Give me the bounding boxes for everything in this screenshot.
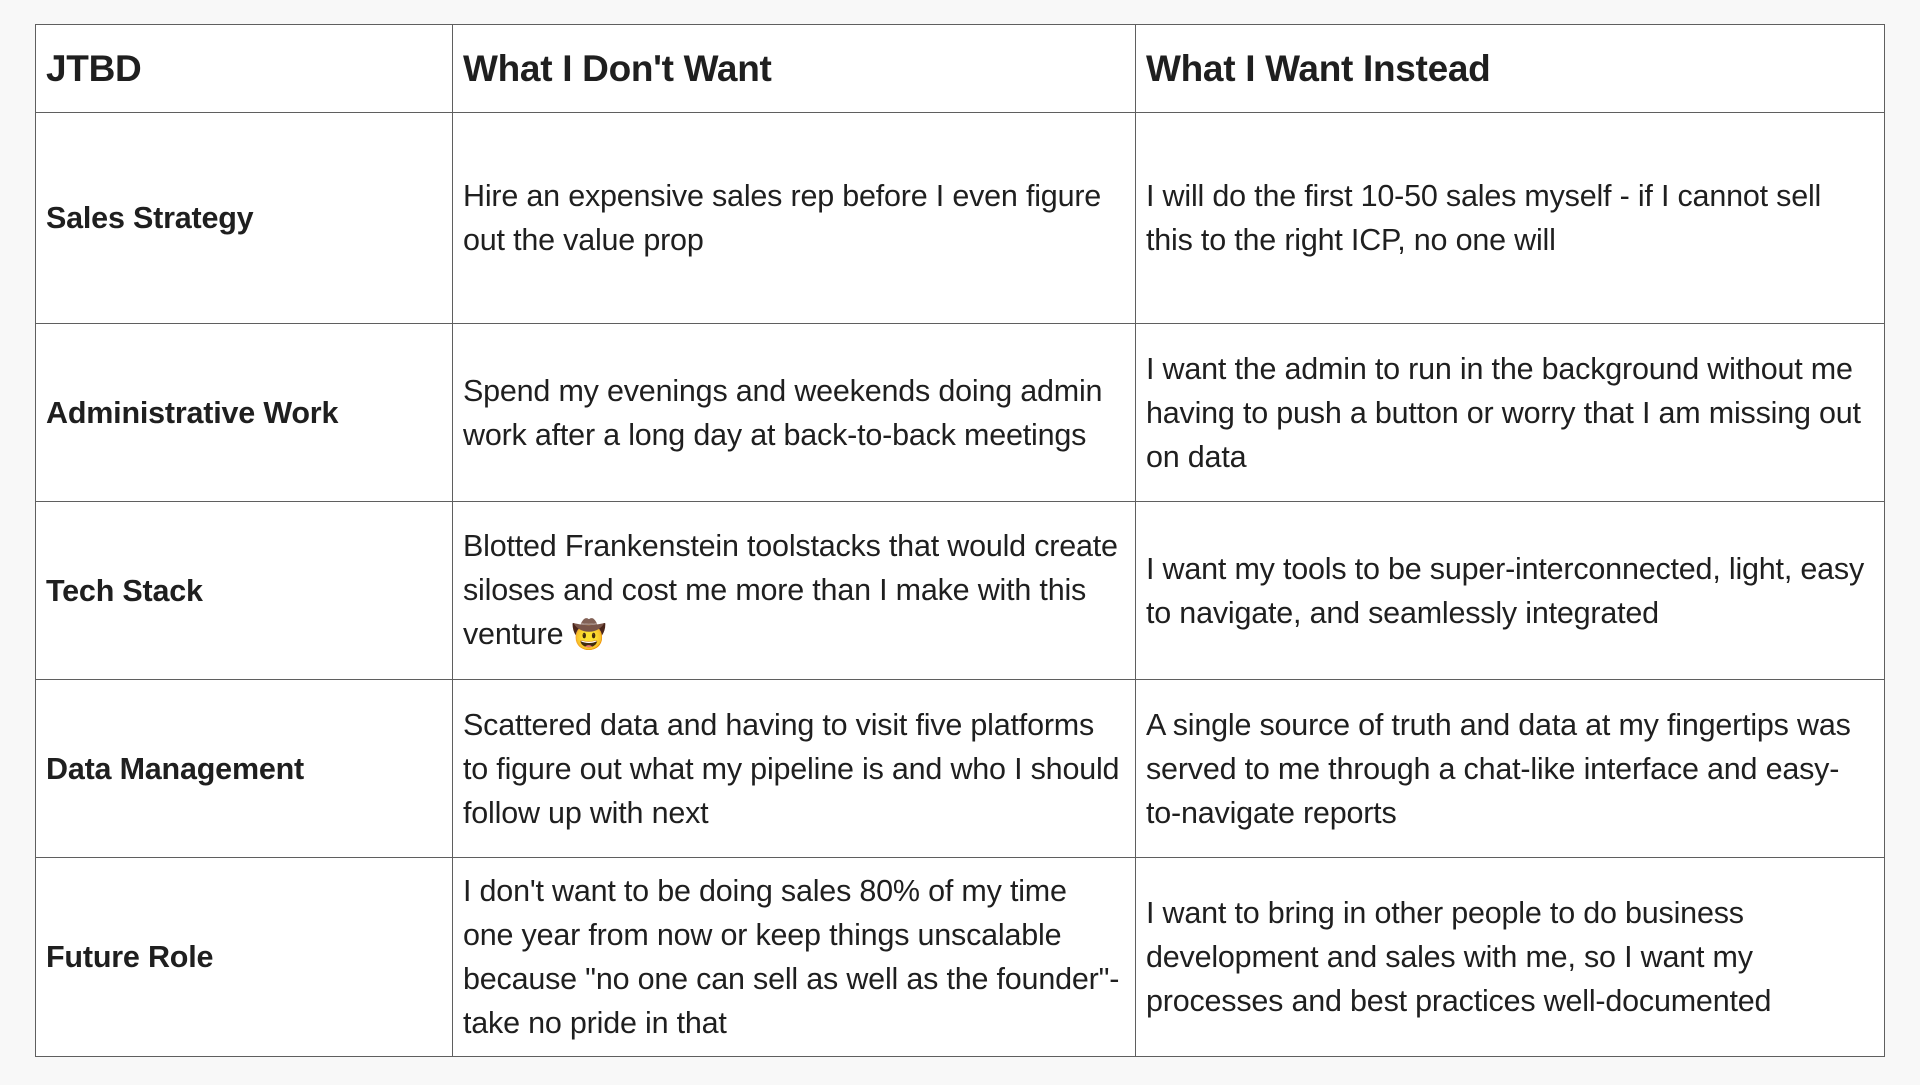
table-row [36,113,1885,324]
table-row [36,502,1885,680]
want-instead-cell: I will do the first 10-50 sales myself - if I cannot sell this to the right ICP, no one will [1136,113,1885,324]
want-instead-cell: I want my tools to be super-interconnected, light, easy to navigate, and seamlessly integrated [1136,502,1885,680]
table-row [36,858,1885,1057]
row-label: Data Management [36,680,453,858]
table-row [36,680,1885,858]
row-label: Tech Stack [36,502,453,680]
dont-want-cell: Spend my evenings and weekends doing admin work after a long day at back-to-back meetings [453,324,1136,502]
row-label: Administrative Work [36,324,453,502]
row-label: Sales Strategy [36,113,453,324]
table-row [36,324,1885,502]
want-instead-cell: A single source of truth and data at my fingertips was served to me through a chat-like interface and easy-to-navigate reports [1136,680,1885,858]
dont-want-cell: I don't want to be doing sales 80% of my time one year from now or keep things unscalable because "no one can sell as well as the founder"- take no pride in that [453,858,1136,1057]
column-header-want-instead: What I Want Instead [1136,25,1885,113]
table-header-row [36,25,1885,113]
row-label: Future Role [36,858,453,1057]
column-header-jtbd: JTBD [36,25,453,113]
column-header-dont-want: What I Don't Want [453,25,1136,113]
want-instead-cell: I want the admin to run in the background without me having to push a button or worry that I am missing out on data [1136,324,1885,502]
jtbd-table-container [35,24,1885,1057]
dont-want-cell: Scattered data and having to visit five platforms to figure out what my pipeline is and who I should follow up with next [453,680,1136,858]
dont-want-cell: Hire an expensive sales rep before I even figure out the value prop [453,113,1136,324]
dont-want-text: Blotted Frankenstein toolstacks that would create siloses and cost me more than I make with this venture [463,529,1118,651]
dont-want-cell [453,502,1136,680]
jtbd-table [35,24,1885,1057]
cowboy-emoji-icon: 🤠 [571,618,607,651]
want-instead-cell: I want to bring in other people to do business development and sales with me, so I want my processes and best practices well-documented [1136,858,1885,1057]
